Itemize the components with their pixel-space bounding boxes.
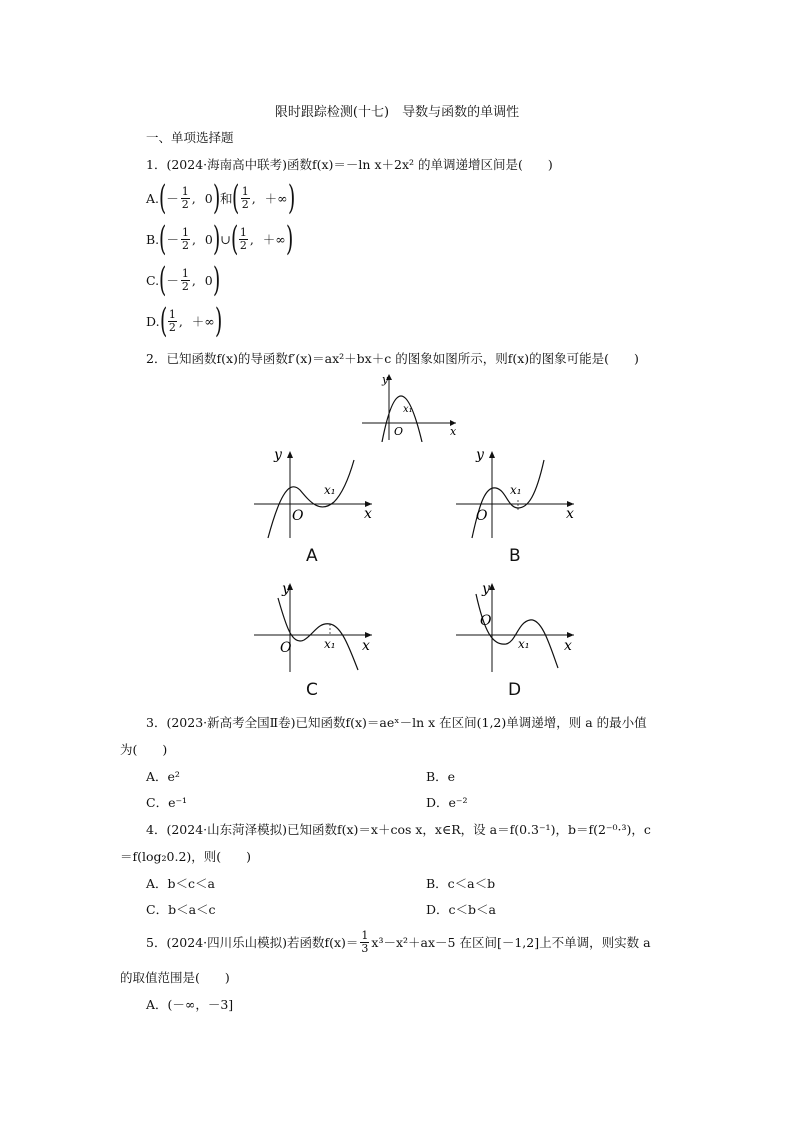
axis-x-label: x xyxy=(564,638,572,654)
graph-a[interactable] xyxy=(250,446,380,541)
page-title: 限时跟踪检测(十七) 导数与函数的单调性 xyxy=(274,105,520,120)
graph-d[interactable] xyxy=(452,580,582,675)
q3-option-d[interactable]: D．e⁻² xyxy=(426,795,468,810)
question-5-stem-line2: 的取值范围是( ) xyxy=(120,970,230,985)
axis-y-label: y xyxy=(476,447,484,463)
question-4-stem-line1: 4．(2024·山东菏泽模拟)已知函数f(x)＝x＋cos x，x∈R，设 a＝f(0.3⁻¹)，b＝f(2⁻⁰·³)，c xyxy=(146,822,651,837)
question-2-stem: 2．已知函数f(x)的导函数f′(x)＝ax²＋bx＋c 的图象如图所示，则f(x)的图象可能是( ) xyxy=(146,351,639,366)
origin-label: O xyxy=(394,425,404,438)
question-3-stem-line2: 为( ) xyxy=(120,742,168,757)
fraction-one-third: $\frac{1}{3}$ xyxy=(361,928,369,955)
fraction: $\frac{1}{2}$ xyxy=(181,225,189,252)
x1-label: x₁ xyxy=(518,637,530,651)
axis-x-label: x xyxy=(362,638,370,654)
q1-option-b[interactable]: B. ( － $\frac{1}{2}$ , 0 ) ∪ ( $\frac{1}{2}$ , ＋∞ ) xyxy=(146,219,293,259)
fraction: $\frac{1}{2}$ xyxy=(241,184,249,211)
infinity: ＋∞ xyxy=(264,191,288,206)
q4-option-a[interactable]: A．b＜c＜a xyxy=(146,876,215,891)
x1-label: x₁ xyxy=(510,483,522,497)
q4-option-d[interactable]: D．c＜b＜a xyxy=(426,902,496,917)
derivative-graph xyxy=(360,370,460,442)
option-letter: B. xyxy=(146,231,160,247)
graph-a-label: A xyxy=(306,546,318,566)
question-5-stem-line1: 5．(2024·四川乐山模拟)若函数f(x)＝ $\frac{1}{3}$ x³－x²＋ax－5 在区间[－1,2]上不单调，则实数 a xyxy=(146,928,651,955)
zero: 0 xyxy=(204,272,213,288)
fraction: $\frac{1}{2}$ xyxy=(181,184,189,211)
option-letter: D. xyxy=(146,313,160,329)
axis-x-label: x xyxy=(364,506,372,522)
q4-option-c[interactable]: C．b＜a＜c xyxy=(146,902,216,917)
infinity: ＋∞ xyxy=(191,314,215,329)
minus-sign: － xyxy=(166,191,179,206)
graph-c[interactable] xyxy=(250,580,380,675)
x1-label: x₁ xyxy=(324,483,336,497)
q3-option-c[interactable]: C．e⁻¹ xyxy=(146,795,188,810)
axis-y-label: y xyxy=(274,447,282,463)
axis-y-label: y xyxy=(282,581,290,597)
axis-y-label: y xyxy=(482,581,490,597)
fraction: $\frac{1}{2}$ xyxy=(181,266,189,293)
infinity: ＋∞ xyxy=(262,232,286,247)
x1-label: x₁ xyxy=(403,404,413,415)
question-1-stem: 1．(2024·海南高中联考)函数f(x)＝－ln x＋2x² 的单调递增区间是( ) xyxy=(146,157,553,172)
graph-c-label: C xyxy=(306,680,318,700)
q1-option-d[interactable]: D. ( $\frac{1}{2}$ , ＋∞ ) xyxy=(146,301,222,341)
origin-label: O xyxy=(280,640,292,656)
axis-x-label: x xyxy=(450,425,457,438)
minus-sign: － xyxy=(166,273,179,288)
q3-option-a[interactable]: A．e² xyxy=(146,769,180,784)
fraction: $\frac{1}{2}$ xyxy=(168,307,176,334)
axis-x-label: x xyxy=(566,506,574,522)
and-word: 和 xyxy=(219,191,233,206)
comma: , xyxy=(191,190,204,206)
q1-option-a[interactable]: A. ( － $\frac{1}{2}$ , 0 ) 和 ( $\frac{1}{2}$ , ＋∞ ) xyxy=(146,178,295,218)
option-letter: A. xyxy=(146,190,160,206)
x1-label: x₁ xyxy=(324,637,336,651)
origin-label: O xyxy=(292,508,304,524)
option-letter: C. xyxy=(146,272,160,288)
minus-sign: － xyxy=(166,232,179,247)
q3-option-b[interactable]: B．e xyxy=(426,769,456,784)
zero: 0 xyxy=(204,231,213,247)
q1-option-c[interactable]: C. ( － $\frac{1}{2}$ , 0 ) xyxy=(146,260,221,300)
graph-d-label: D xyxy=(508,680,522,700)
left-paren: ( xyxy=(159,178,167,218)
graph-b-label: B xyxy=(509,546,521,566)
union-symbol: ∪ xyxy=(220,231,231,247)
question-4-stem-line2: ＝f(log₂0.2)，则( ) xyxy=(120,849,252,864)
question-3-stem-line1: 3．(2023·新高考全国Ⅱ卷)已知函数f(x)＝aeˣ－ln x 在区间(1,2)单调递增，则 a 的最小值 xyxy=(146,715,647,730)
origin-label: O xyxy=(480,613,492,629)
origin-label: O xyxy=(476,508,488,524)
axis-y-label: y xyxy=(382,373,389,386)
fraction: $\frac{1}{2}$ xyxy=(239,225,247,252)
zero: 0 xyxy=(204,190,213,206)
q4-option-b[interactable]: B．c＜a＜b xyxy=(426,876,496,891)
q5-option-a[interactable]: A．(－∞，－3] xyxy=(146,997,234,1012)
section-heading: 一、单项选择题 xyxy=(146,130,234,145)
graph-b[interactable] xyxy=(452,446,582,541)
